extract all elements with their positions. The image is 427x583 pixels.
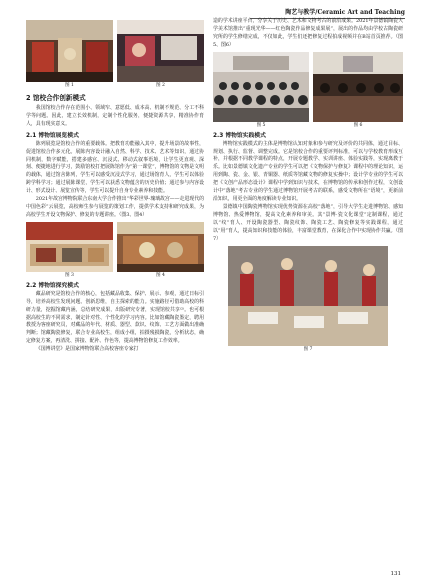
figure-4 [117,222,204,279]
figure-2-photo [117,20,204,82]
figure-row-5-6 [213,52,403,129]
figure-5 [213,52,309,129]
section-2-1-heading: 2.1 博物馆展览模式 [26,132,79,139]
figure-6-caption: 图 6 [353,122,363,128]
section-2-3-text-2: 景德镇中国陶瓷博物馆实现优势资源在高校“落地”，引导大学生走进博物馆、感知博物馆、热爱博物馆，提高文化素养和审美。其“景博·瓷文化课堂”定制课程，通过以“纹”育人、开设陶瓷器型、陶瓷纹饰、陶瓷工艺、陶瓷修复等实践课程，通过以“用”育人，提高知识和技能的体验，丰富课堂教育，在深化合作中实现协作共赢。（图7） [213,203,403,242]
figure-7-caption: 图 7 [303,347,313,353]
figure-4-photo [117,222,204,272]
right-column [213,18,403,353]
figure-6 [313,52,403,129]
right-intro-text: 造的学术讲座平台，分享关于历史、艺术和文物考古的前沿成果。2021年景德镇陶瓷大学美术馆推出“重现光华——红色陶瓷作品修复成果展”，展出的作品均由学校古陶瓷研究所的学生修缮完成，不仅如此，学生们还把修复过程拍成视频并在B站首页推荐。（图5、图6） [213,18,403,48]
figure-3-caption: 图 3 [65,272,74,278]
section-2-intro: 我国馆校合作存在范围小、领域窄、意愿低、成本高、机制不规范、分工不科学等问题。因此，建立长效机制，定制个性化服务，便捷资源共享，精准协作育人，具有现实意义。 [26,105,204,127]
section-2-3-heading: 2.3 博物馆实践模式 [213,132,266,139]
figure-7 [228,246,388,353]
running-header: 陶艺与教学/Ceramic Art and Teaching [250,7,405,19]
figure-5-caption: 图 5 [256,122,266,128]
section-2-2-text-2: 《国博讲堂》是国家博物馆联合高校客座专家打 [35,346,139,353]
figure-3-photo [26,222,113,272]
section-2-heading: 2 馆校合作创新模式 [26,94,86,102]
figure-row-1-2 [26,20,204,89]
page-number: 131 [390,571,401,577]
figure-7-photo [228,246,388,346]
section-2-1-text-2: 2021年故宫博物院联合东南大学合作推出“华彩世界-瑰璃故宫——走进现代的中国色彩”云展览，高校师生参与展览的策划工作，提供学术支持和研究成果，为高校学生开设文物保护、修复的专题讲座。（图3、图4） [26,196,205,218]
figure-5-photo [213,52,309,122]
section-2-2-text: 藏品研究是馆校合作的核心，包括藏品收集、保护、展示、参观，通过日标引导，培养高校生发现问题、创新思维，自主探索的能力。实施路径可借助高校的科研力量，挖掘馆藏内涵，总结研究成果，出版研究专著，实现馆校共享⁽²⁾。也可根据高校生的不同需求，制定针对性、个性化的学习内容。比如馆藏陶瓷鉴定，聘用教授为客座研究员，对藏品的年代、材质、器型、款识、纹饰、工艺方面做出准确判断；馆藏陶瓷修复，联合专业高校生，组成小组，拍摄残损陶瓷，分析状态，确定修复方案，再清洗、拼接、配补、作色等，提高博物馆修复工作效率。 [26,290,204,345]
section-2-3-text: 博物馆实践模式的主体是博物馆认知对象和参与研究及评价的共同体，通过目标、规划、执行、监督、调整完成。它是馆校合作的重要评判标准，可以与学校教育形成互补，并根据不同教学课程的特点，开展专题教学、实训讲座、体验实践等，实现离教于乐。比如景德镇文化遗产专业的学生可以把《文物保护与修复》课程中的理论知识，运用到陶、瓷、金、银、青铜器、纸质等馆藏文物的修复实操中；设计学专业的学生可以把《文创产品形态设计》课程中学到知识与技术，在博物馆的传承和创作过程，文创设计中“落地”考古专业的学生通过博物馆开展考古的联系，感受文物所在“语境”，更新前沿知识，用更全面的角度解读专业知识。 [213,140,403,202]
figure-row-3-4 [26,222,204,279]
figure-2-caption: 图 2 [156,83,165,88]
section-2-1-text: 陈列展览是馆校合作的重要载体。把教育功能融入其中，提升场景的故事性，促进馆校合作多元化。展陈内容设计融入自然、科学、技术、艺术等知识，通过协同机制，数字赋能，搭建多感官、沉浸式、移动式叙事语境，让学生更直观、深刻、便捷地进行学习，鼓励馆校打把展陈馆作为“第一课堂”，博物馆的文物是文明的载体，通过馆舍陈列，学生可以感受沉浸式学习，通过场馆育人，学生可以体验跨学科学习；通过展陈课堂，学生可以获悉文物蕴含的历史价值；通过参与内容设计、形式设计、展览宣传等，学生可以提升自身专业素养和技能。 [26,140,204,195]
figure-1 [26,20,113,89]
figure-1-photo [26,20,113,82]
figure-3 [26,222,113,279]
figure-6-photo [313,52,403,122]
figure-4-caption: 图 4 [156,272,165,278]
figure-1-caption: 图 1 [65,83,74,88]
left-column [26,18,204,354]
figure-2 [117,20,204,89]
section-2-2-heading: 2.2 博物馆探究模式 [26,282,79,289]
